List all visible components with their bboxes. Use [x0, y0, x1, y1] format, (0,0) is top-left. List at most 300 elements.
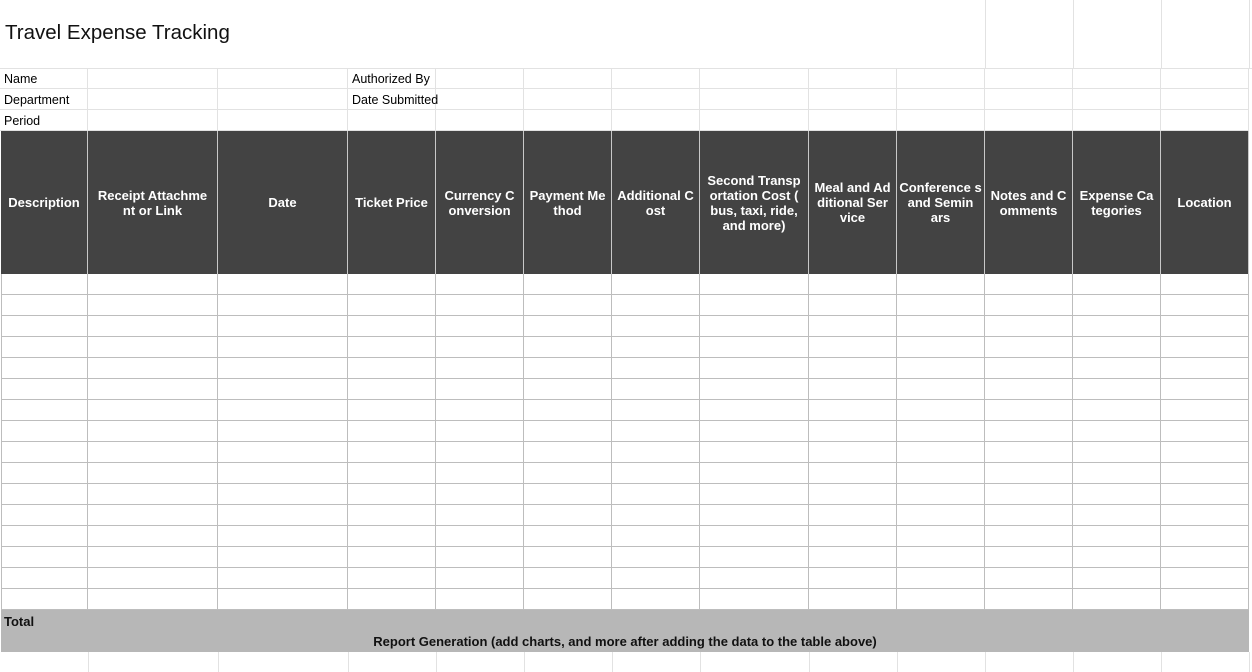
table-cell[interactable] [1161, 337, 1249, 358]
table-cell[interactable] [897, 589, 985, 610]
table-cell[interactable] [1, 526, 88, 547]
table-cell[interactable] [985, 589, 1073, 610]
table-cell[interactable] [809, 526, 897, 547]
table-cell[interactable] [88, 316, 218, 337]
cell[interactable] [1161, 110, 1249, 131]
table-cell[interactable] [985, 442, 1073, 463]
table-cell[interactable] [524, 295, 612, 316]
cell[interactable] [985, 110, 1073, 131]
column-header[interactable]: Second Transp ortation Cost ( bus, taxi, ride, and more) [700, 131, 809, 274]
table-row [1, 505, 1249, 526]
table-cell[interactable] [700, 484, 809, 505]
table-cell[interactable] [700, 400, 809, 421]
name-label[interactable]: Name [0, 68, 88, 89]
table-cell[interactable] [1073, 526, 1161, 547]
table-cell[interactable] [1161, 484, 1249, 505]
table-cell[interactable] [218, 484, 348, 505]
table-cell[interactable] [218, 568, 348, 589]
table-cell[interactable] [1161, 316, 1249, 337]
table-cell[interactable] [1, 400, 88, 421]
table-cell[interactable] [524, 358, 612, 379]
cell[interactable] [1161, 68, 1249, 89]
cell[interactable] [88, 110, 218, 131]
table-cell[interactable] [809, 337, 897, 358]
table-cell[interactable] [1161, 568, 1249, 589]
table-cell[interactable] [897, 421, 985, 442]
column-header[interactable]: Payment Me thod [524, 131, 612, 274]
table-cell[interactable] [88, 442, 218, 463]
table-cell[interactable] [612, 589, 700, 610]
cell[interactable] [436, 68, 524, 89]
table-cell[interactable] [348, 505, 436, 526]
table-cell[interactable] [700, 358, 809, 379]
table-cell[interactable] [1161, 274, 1249, 295]
table-cell[interactable] [985, 400, 1073, 421]
table-cell[interactable] [524, 568, 612, 589]
table-cell[interactable] [985, 295, 1073, 316]
table-cell[interactable] [1161, 295, 1249, 316]
table-cell[interactable] [809, 358, 897, 379]
table-cell[interactable] [1161, 547, 1249, 568]
table-cell[interactable] [524, 379, 612, 400]
table-cell[interactable] [524, 316, 612, 337]
table-cell[interactable] [348, 484, 436, 505]
table-cell[interactable] [1161, 463, 1249, 484]
table-row [1, 526, 1249, 547]
cell[interactable] [436, 110, 524, 131]
table-cell[interactable] [809, 505, 897, 526]
table-cell[interactable] [985, 505, 1073, 526]
cell[interactable] [985, 89, 1073, 110]
table-cell[interactable] [348, 568, 436, 589]
table-cell[interactable] [1073, 274, 1161, 295]
table-cell[interactable] [218, 400, 348, 421]
table-row [1, 358, 1249, 379]
cell[interactable] [1073, 89, 1161, 110]
column-header[interactable]: Receipt Attachme nt or Link [88, 131, 218, 274]
table-cell[interactable] [1, 421, 88, 442]
table-cell[interactable] [218, 463, 348, 484]
table-header-row [1, 131, 1249, 274]
table-cell[interactable] [436, 358, 524, 379]
table-cell[interactable] [436, 400, 524, 421]
table-cell[interactable] [1, 589, 88, 610]
info-row-name [0, 68, 1249, 89]
table-cell[interactable] [612, 463, 700, 484]
table-cell[interactable] [218, 589, 348, 610]
table-row [1, 463, 1249, 484]
table-cell[interactable] [436, 505, 524, 526]
gridline [524, 652, 525, 672]
table-cell[interactable] [700, 337, 809, 358]
gridline [218, 652, 219, 672]
table-cell[interactable] [1073, 442, 1161, 463]
table-row [1, 421, 1249, 442]
table-cell[interactable] [436, 295, 524, 316]
column-header[interactable]: Currency C onversion [436, 131, 524, 274]
table-cell[interactable] [218, 274, 348, 295]
column-header[interactable]: Ticket Price [348, 131, 436, 274]
table-cell[interactable] [524, 526, 612, 547]
table-row [1, 295, 1249, 316]
table-cell[interactable] [700, 505, 809, 526]
table-cell[interactable] [700, 295, 809, 316]
table-cell[interactable] [1073, 505, 1161, 526]
table-row [1, 442, 1249, 463]
table-cell[interactable] [348, 400, 436, 421]
table-cell[interactable] [348, 442, 436, 463]
table-cell[interactable] [612, 547, 700, 568]
table-cell[interactable] [985, 421, 1073, 442]
table-cell[interactable] [1161, 589, 1249, 610]
table-cell[interactable] [88, 568, 218, 589]
table-cell[interactable] [1, 295, 88, 316]
table-cell[interactable] [218, 421, 348, 442]
table-cell[interactable] [436, 547, 524, 568]
table-cell[interactable] [809, 442, 897, 463]
table-cell[interactable] [436, 337, 524, 358]
table-cell[interactable] [1161, 526, 1249, 547]
table-cell[interactable] [524, 274, 612, 295]
table-cell[interactable] [1, 484, 88, 505]
table-cell[interactable] [700, 589, 809, 610]
table-cell[interactable] [1161, 505, 1249, 526]
column-header[interactable]: Conference s and Semin ars [897, 131, 985, 274]
table-cell[interactable] [612, 505, 700, 526]
table-cell[interactable] [1073, 589, 1161, 610]
table-cell[interactable] [612, 421, 700, 442]
total-row[interactable] [1, 610, 1249, 652]
gridline [1249, 0, 1250, 68]
table-cell[interactable] [809, 421, 897, 442]
gridline [1161, 652, 1162, 672]
table-cell[interactable] [985, 316, 1073, 337]
cell[interactable] [985, 68, 1073, 89]
table-cell[interactable] [348, 295, 436, 316]
table-cell[interactable] [1, 547, 88, 568]
table-cell[interactable] [524, 421, 612, 442]
column-header[interactable]: Notes and C omments [985, 131, 1073, 274]
table-cell[interactable] [700, 442, 809, 463]
table-cell[interactable] [985, 379, 1073, 400]
table-cell[interactable] [809, 568, 897, 589]
table-cell[interactable] [700, 568, 809, 589]
table-cell[interactable] [700, 547, 809, 568]
table-cell[interactable] [1073, 295, 1161, 316]
table-cell[interactable] [524, 400, 612, 421]
cell[interactable] [897, 68, 985, 89]
table-cell[interactable] [218, 337, 348, 358]
column-header[interactable]: Meal and Ad ditional Ser vice [809, 131, 897, 274]
cell[interactable] [436, 89, 524, 110]
table-cell[interactable] [897, 400, 985, 421]
table-cell[interactable] [88, 421, 218, 442]
cell[interactable] [1161, 89, 1249, 110]
table-cell[interactable] [524, 484, 612, 505]
table-cell[interactable] [524, 547, 612, 568]
department-label[interactable]: Department [0, 89, 88, 110]
table-cell[interactable] [88, 337, 218, 358]
table-cell[interactable] [436, 316, 524, 337]
table-cell[interactable] [1073, 421, 1161, 442]
cell[interactable] [612, 110, 700, 131]
cell[interactable] [897, 89, 985, 110]
gridline [809, 652, 810, 672]
table-cell[interactable] [612, 442, 700, 463]
table-cell[interactable] [985, 526, 1073, 547]
table-cell[interactable] [1, 316, 88, 337]
table-cell[interactable] [436, 589, 524, 610]
cell[interactable] [1073, 68, 1161, 89]
cell[interactable] [809, 110, 897, 131]
column-header[interactable]: Date [218, 131, 348, 274]
table-cell[interactable] [1073, 568, 1161, 589]
authorized-by-label[interactable]: Authorized By [348, 68, 436, 89]
table-cell[interactable] [88, 274, 218, 295]
table-cell[interactable] [700, 421, 809, 442]
table-row [1, 484, 1249, 505]
table-cell[interactable] [612, 568, 700, 589]
table-cell[interactable] [985, 337, 1073, 358]
table-cell[interactable] [88, 400, 218, 421]
table-cell[interactable] [1073, 547, 1161, 568]
gridline [1161, 0, 1162, 68]
table-cell[interactable] [436, 526, 524, 547]
table-cell[interactable] [809, 484, 897, 505]
table-cell[interactable] [88, 379, 218, 400]
table-cell[interactable] [88, 484, 218, 505]
gridline [897, 652, 898, 672]
table-cell[interactable] [985, 484, 1073, 505]
cell[interactable] [809, 89, 897, 110]
table-cell[interactable] [348, 274, 436, 295]
table-cell[interactable] [348, 358, 436, 379]
cell[interactable] [524, 110, 612, 131]
gridline [88, 652, 89, 672]
cell[interactable] [524, 89, 612, 110]
table-cell[interactable] [524, 463, 612, 484]
table-cell[interactable] [1, 358, 88, 379]
table-cell[interactable] [88, 547, 218, 568]
cell[interactable] [700, 110, 809, 131]
table-cell[interactable] [88, 589, 218, 610]
table-cell[interactable] [218, 526, 348, 547]
table-cell[interactable] [985, 547, 1073, 568]
table-cell[interactable] [612, 274, 700, 295]
table-cell[interactable] [809, 295, 897, 316]
table-cell[interactable] [218, 295, 348, 316]
cell[interactable] [809, 68, 897, 89]
table-cell[interactable] [1161, 400, 1249, 421]
column-header[interactable]: Additional C ost [612, 131, 700, 274]
table-cell[interactable] [218, 316, 348, 337]
table-cell[interactable] [612, 484, 700, 505]
table-cell[interactable] [218, 505, 348, 526]
table-row [1, 316, 1249, 337]
table-cell[interactable] [700, 316, 809, 337]
table-cell[interactable] [436, 421, 524, 442]
cell[interactable] [88, 68, 218, 89]
table-cell[interactable] [612, 400, 700, 421]
table-cell[interactable] [88, 358, 218, 379]
table-cell[interactable] [612, 337, 700, 358]
table-cell[interactable] [524, 505, 612, 526]
table-cell[interactable] [809, 400, 897, 421]
table-cell[interactable] [524, 337, 612, 358]
table-cell[interactable] [1, 568, 88, 589]
table-cell[interactable] [897, 358, 985, 379]
column-header[interactable]: Location [1161, 131, 1249, 274]
table-cell[interactable] [1, 442, 88, 463]
table-cell[interactable] [1161, 442, 1249, 463]
table-row [1, 547, 1249, 568]
table-cell[interactable] [897, 505, 985, 526]
table-cell[interactable] [88, 463, 218, 484]
table-cell[interactable] [436, 442, 524, 463]
table-cell[interactable] [612, 379, 700, 400]
table-cell[interactable] [348, 547, 436, 568]
column-header[interactable]: Expense Ca tegories [1073, 131, 1161, 274]
table-cell[interactable] [1073, 379, 1161, 400]
table-cell[interactable] [897, 274, 985, 295]
table-cell[interactable] [348, 337, 436, 358]
table-cell[interactable] [897, 547, 985, 568]
table-cell[interactable] [1073, 316, 1161, 337]
table-cell[interactable] [897, 379, 985, 400]
gridline [1249, 652, 1250, 672]
period-label[interactable]: Period [0, 110, 88, 131]
table-cell[interactable] [348, 421, 436, 442]
gridline [985, 0, 986, 68]
sheet-title: Travel Expense Tracking [5, 21, 230, 44]
table-cell[interactable] [700, 526, 809, 547]
table-row [1, 589, 1249, 610]
table-cell[interactable] [348, 589, 436, 610]
table-cell[interactable] [897, 526, 985, 547]
date-submitted-label[interactable]: Date Submitted [348, 89, 436, 110]
table-cell[interactable] [1073, 337, 1161, 358]
table-cell[interactable] [897, 568, 985, 589]
table-cell[interactable] [1073, 484, 1161, 505]
table-cell[interactable] [612, 526, 700, 547]
table-cell[interactable] [1161, 379, 1249, 400]
table-cell[interactable] [700, 274, 809, 295]
cell[interactable] [218, 89, 348, 110]
table-cell[interactable] [1073, 400, 1161, 421]
table-cell[interactable] [218, 358, 348, 379]
table-cell[interactable] [1073, 358, 1161, 379]
gridline [700, 652, 701, 672]
table-row [1, 274, 1249, 295]
table-cell[interactable] [612, 316, 700, 337]
gridline [1073, 652, 1074, 672]
total-label: Total [4, 614, 35, 629]
table-cell[interactable] [1, 505, 88, 526]
report-generation-label: Report Generation (add charts, and more after adding the data to the table above) [373, 634, 877, 649]
table-cell[interactable] [897, 484, 985, 505]
cell[interactable] [218, 110, 348, 131]
table-cell[interactable] [612, 358, 700, 379]
table-cell[interactable] [1, 379, 88, 400]
table-cell[interactable] [348, 316, 436, 337]
table-cell[interactable] [218, 547, 348, 568]
cell[interactable] [612, 68, 700, 89]
table-cell[interactable] [985, 568, 1073, 589]
table-cell[interactable] [897, 295, 985, 316]
table-cell[interactable] [1, 463, 88, 484]
table-cell[interactable] [809, 316, 897, 337]
table-cell[interactable] [1073, 463, 1161, 484]
table-cell[interactable] [88, 505, 218, 526]
gridline [436, 652, 437, 672]
gridline [348, 652, 349, 672]
table-cell[interactable] [809, 463, 897, 484]
table-cell[interactable] [897, 316, 985, 337]
table-cell[interactable] [897, 442, 985, 463]
table-cell[interactable] [985, 274, 1073, 295]
table-cell[interactable] [809, 589, 897, 610]
table-cell[interactable] [88, 295, 218, 316]
table-row [1, 568, 1249, 589]
cell[interactable] [524, 68, 612, 89]
table-cell[interactable] [1161, 421, 1249, 442]
table-cell[interactable] [348, 463, 436, 484]
table-cell[interactable] [700, 379, 809, 400]
column-header[interactable]: Description [1, 131, 88, 274]
table-cell[interactable] [897, 463, 985, 484]
cell[interactable] [612, 89, 700, 110]
table-cell[interactable] [985, 463, 1073, 484]
table-cell[interactable] [1161, 358, 1249, 379]
table-row [1, 379, 1249, 400]
table-row [1, 337, 1249, 358]
table-cell[interactable] [897, 337, 985, 358]
cell[interactable] [700, 89, 809, 110]
table-cell[interactable] [88, 526, 218, 547]
cell[interactable] [1073, 110, 1161, 131]
info-row-period [0, 110, 1249, 131]
table-cell[interactable] [218, 442, 348, 463]
cell[interactable] [700, 68, 809, 89]
info-row-department [0, 89, 1249, 110]
gridline [612, 652, 613, 672]
cell[interactable] [897, 110, 985, 131]
table-row [1, 400, 1249, 421]
cell[interactable] [218, 68, 348, 89]
table-cell[interactable] [436, 274, 524, 295]
table-cell[interactable] [809, 379, 897, 400]
table-cell[interactable] [218, 379, 348, 400]
cell[interactable] [348, 110, 436, 131]
gridline [1073, 0, 1074, 68]
table-cell[interactable] [436, 463, 524, 484]
table-cell[interactable] [700, 463, 809, 484]
table-cell[interactable] [809, 274, 897, 295]
table-cell[interactable] [348, 379, 436, 400]
table-cell[interactable] [436, 568, 524, 589]
table-cell[interactable] [348, 526, 436, 547]
table-cell[interactable] [436, 484, 524, 505]
table-cell[interactable] [612, 295, 700, 316]
table-cell[interactable] [985, 358, 1073, 379]
table-cell[interactable] [809, 547, 897, 568]
table-cell[interactable] [1, 337, 88, 358]
table-cell[interactable] [436, 379, 524, 400]
table-cell[interactable] [1, 274, 88, 295]
table-cell[interactable] [524, 442, 612, 463]
cell[interactable] [88, 89, 218, 110]
table-cell[interactable] [524, 589, 612, 610]
